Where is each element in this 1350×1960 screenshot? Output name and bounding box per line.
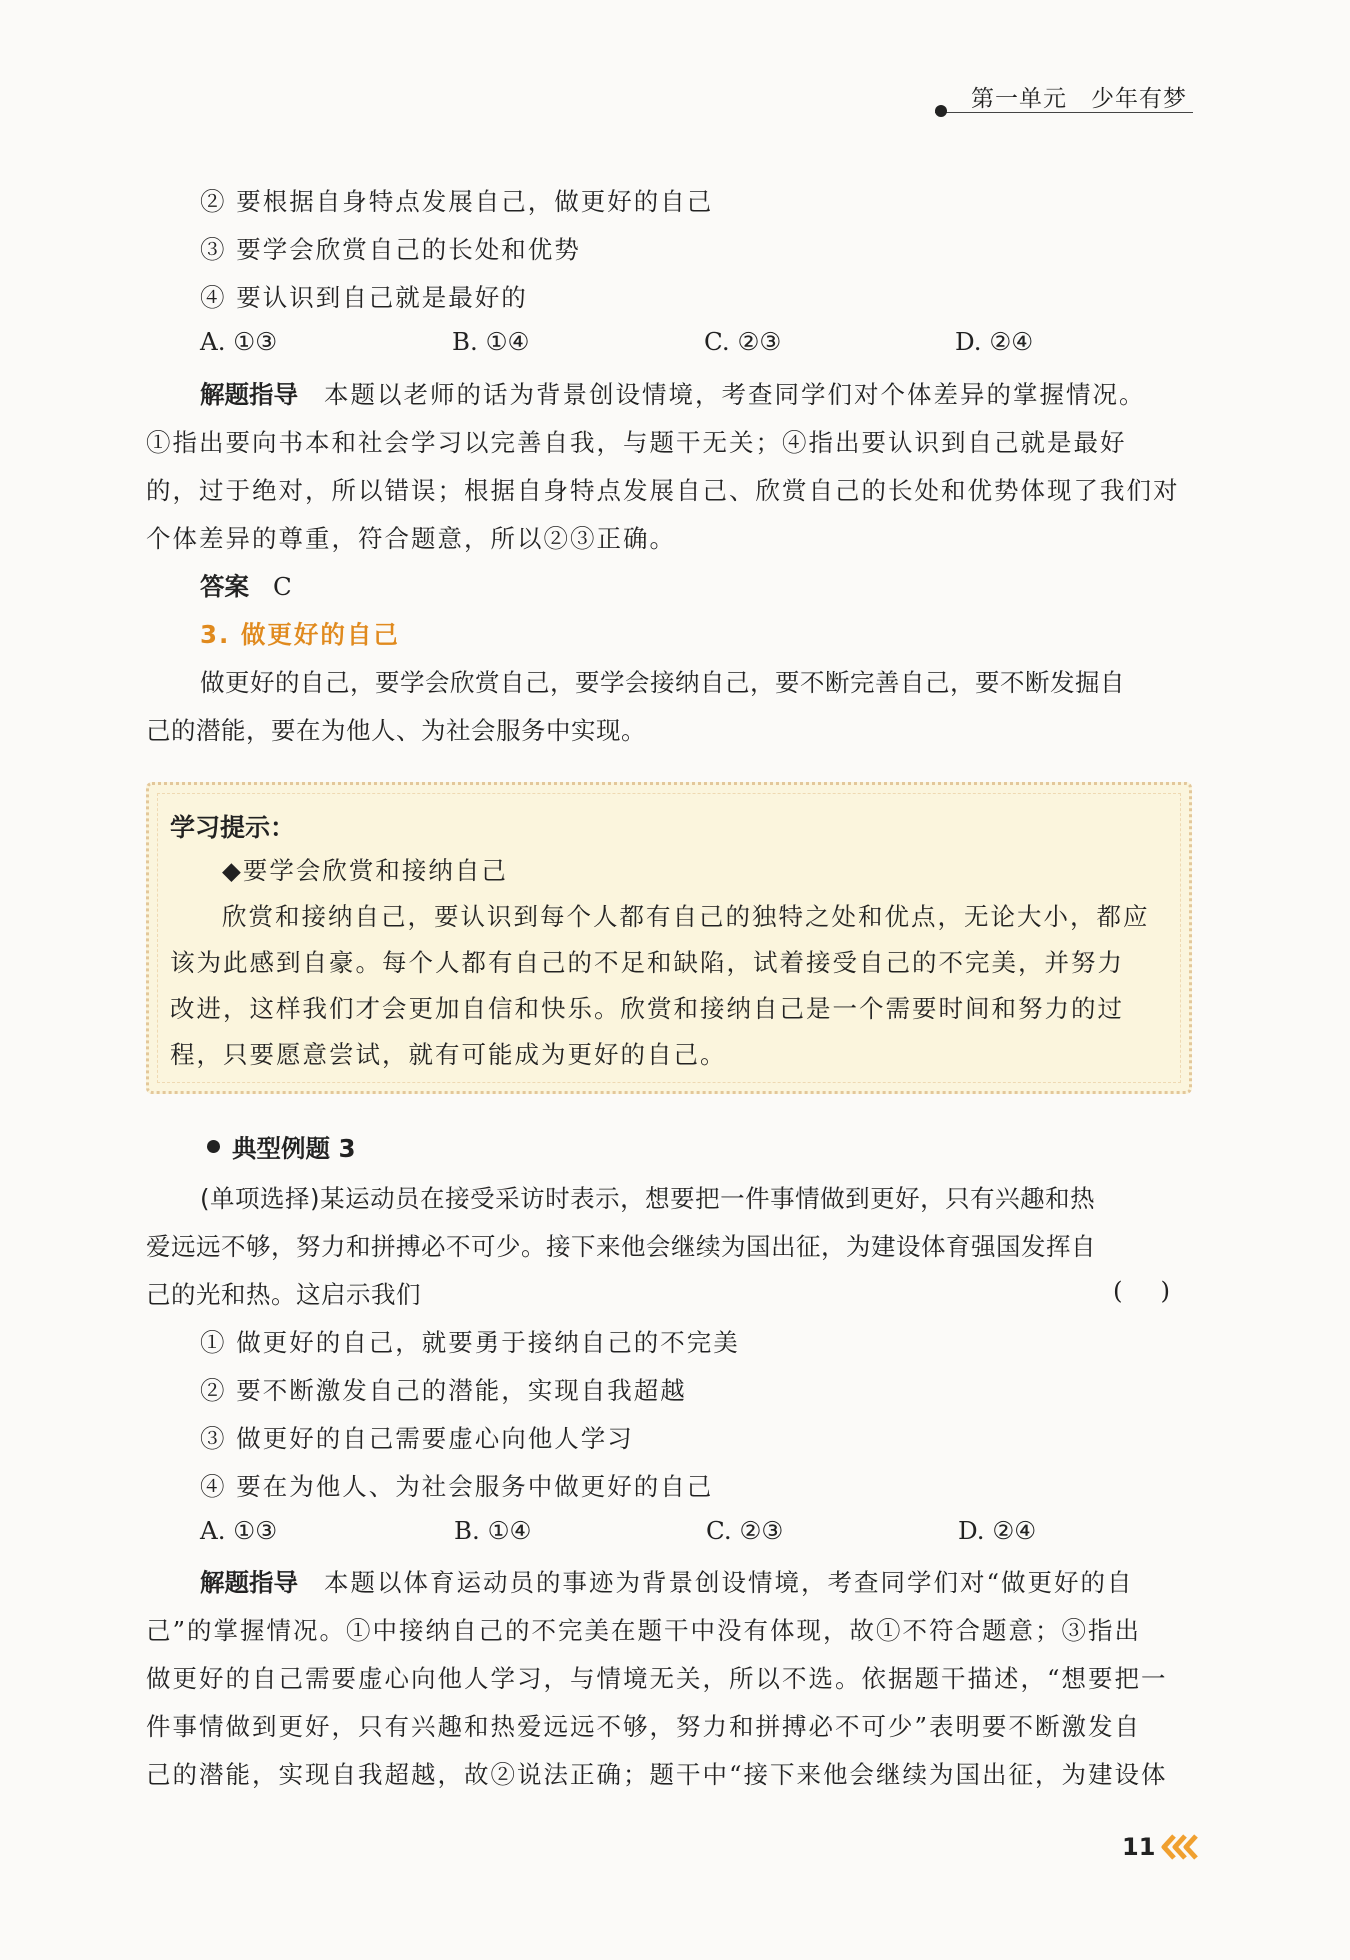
q2-option-b: B. ①④ [452,327,530,356]
study-tip-title: 学习提示： [170,813,296,842]
example3-guide-line-5: 己的潜能，实现自我超越，故②说法正确；题干中“接下来他会继续为国出征，为建设体 [146,1760,1168,1789]
answer-blank: () [1113,1276,1209,1305]
example3-option-d: D. ②④ [958,1516,1037,1545]
q2-guide-line-3: 的，过于绝对，所以错误；根据自身特点发展自己、欣赏自己的长处和优势体现了我们对 [146,476,1180,505]
q2-answer [200,568,294,603]
section3-line-1: 做更好的自己，要学会欣赏自己，要学会接纳自己，要不断完善自己，要不断发掘自 [200,668,1125,697]
study-tip-subtitle: ◆要学会欣赏和接纳自己 [222,856,508,885]
example3-guide-line-2: 己”的掌握情况。①中接纳自己的不完美在题干中没有体现，故①不符合题意；③指出 [146,1616,1142,1645]
q2-item-2: ② 要根据自身特点发展自己，做更好的自己 [200,187,714,216]
chevron-left-double-icon [1160,1832,1200,1862]
example3-option-c: C. ②③ [706,1516,784,1545]
example3-stem-2: 爱远远不够，努力和拼搏必不可少。接下来他会继续为国出征，为建设体育强国发挥自 [146,1232,1096,1261]
q2-option-a: A. ①③ [200,327,278,356]
section3-heading: 3. 做更好的自己 [200,620,400,649]
study-tip-line-2: 该为此感到自豪。每个人都有自己的不足和缺陷，试着接受自己的不完美，并努力 [170,948,1124,977]
q2-answer-value: C [273,572,294,601]
example3-item-1: ① 做更好的自己，就要勇于接纳自己的不完美 [200,1328,740,1357]
q2-item-4: ④ 要认识到自己就是最好的 [200,283,528,312]
page-number: 11 [1122,1833,1156,1861]
example3-option-b: B. ①④ [454,1516,532,1545]
q2-guide-line-2: ①指出要向书本和社会学习以完善自我，与题干无关；④指出要认识到自己就是最好 [146,428,1127,457]
example3-stem-1: (单项选择)某运动员在接受采访时表示，想要把一件事情做到更好，只有兴趣和热 [200,1184,1096,1213]
q2-guide-line-1 [200,376,1146,411]
example3-item-2: ② 要不断激发自己的潜能，实现自我超越 [200,1376,687,1405]
example3-guide-text-1: 本题以体育运动员的事迹为背景创设情境，考查同学们对“做更好的自 [324,1568,1134,1597]
example3-guide-line-4: 件事情做到更好，只有兴趣和热爱远远不够，努力和拼搏必不可少”表明要不断激发自 [146,1712,1142,1741]
study-tip-line-1: 欣赏和接纳自己，要认识到每个人都有自己的独特之处和优点，无论大小，都应 [222,902,1150,931]
study-tip-line-3: 改进，这样我们才会更加自信和快乐。欣赏和接纳自己是一个需要时间和努力的过 [170,994,1124,1023]
header-title: 第一单元 少年有梦 [971,86,1187,112]
section3-line-2: 己的潜能，要在为他人、为社会服务中实现。 [146,716,646,745]
example3-option-a: A. ①③ [200,1516,278,1545]
example3-stem-3: 己的光和热。这启示我们 [146,1280,421,1309]
running-header [935,80,1193,113]
q2-item-3: ③ 要学会欣赏自己的长处和优势 [200,235,581,264]
q2-option-d: D. ②④ [955,327,1034,356]
example3-item-3: ③ 做更好的自己需要虚心向他人学习 [200,1424,634,1453]
header-dot-icon [935,105,947,117]
example3-guide-label: 解题指导 [200,1568,298,1597]
example3-item-4: ④ 要在为他人、为社会服务中做更好的自己 [200,1472,714,1501]
example3-guide-line-1 [200,1564,1134,1599]
example3-guide-line-3: 做更好的自己需要虚心向他人学习，与情境无关，所以不选。依据题干描述，“想要把一 [146,1664,1168,1693]
q2-guide-label: 解题指导 [200,380,298,409]
q2-option-c: C. ②③ [704,327,782,356]
example-bullet-icon [207,1140,220,1153]
study-tip-line-4: 程，只要愿意尝试，就有可能成为更好的自己。 [170,1040,727,1069]
example3-heading: 典型例题 3 [232,1134,356,1163]
q2-answer-label: 答案 [200,572,249,601]
q2-guide-text-1: 本题以老师的话为背景创设情境，考查同学们对个体差异的掌握情况。 [324,380,1146,409]
q2-guide-line-4: 个体差异的尊重，符合题意，所以②③正确。 [146,524,676,553]
